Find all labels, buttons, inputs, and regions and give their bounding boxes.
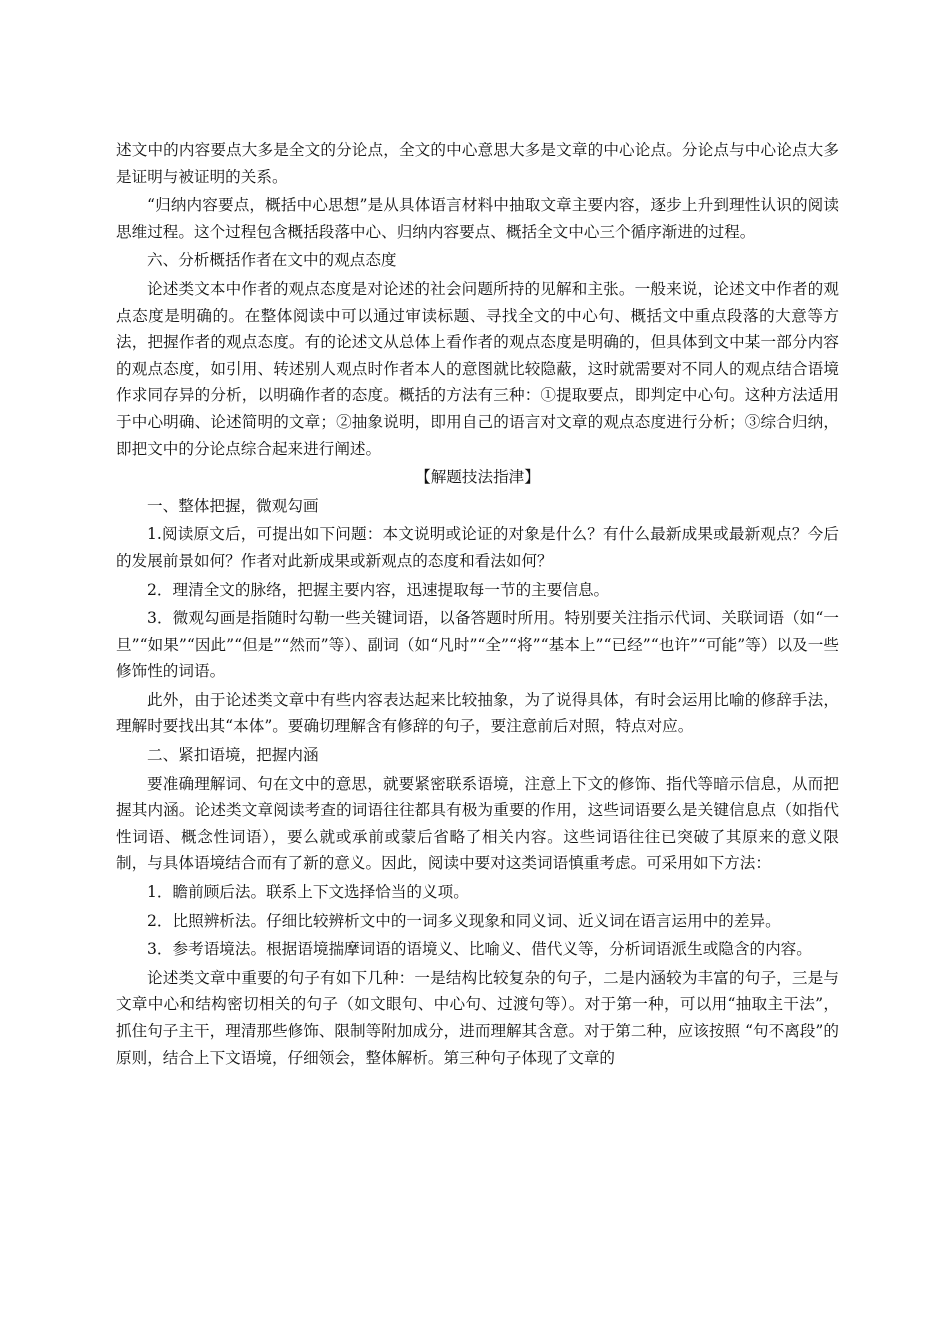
document-body	[116, 137, 839, 1073]
paragraph-author-stance: 论述类文本中作者的观点态度是对论述的社会问题所持的见解和主张。一般来说，论述文中作者的观点态度是明确的。在整体阅读中可以通过审读标题、寻找全文的中心句、概括文中重点段落的大意等方法，把握作者的观点态度。有的论述文从总体上看作者的观点态度是明确的，但具体到文中某一部分内容的观点态度，如引用、转述别人观点时作者本人的意图就比较隐蔽，这时就需要对不同人的观点结合语境作求同存异的分析，以明确作者的态度。概括的方法有三种：①提取要点，即判定中心句。这种方法适用于中心明确、论述简明的文章；②抽象说明，即用自己的语言对文章的观点态度进行分析；③综合归纳，即把文中的分论点综合起来进行阐述。	[116, 279, 839, 458]
list-item-2-3: 3．参考语境法。根据语境揣摩词语的语境义、比喻义、借代义等，分析词语派生或隐含的内容。	[147, 940, 812, 959]
list-item-1-1: 1.阅读原文后，可提出如下问题：本文说明或论证的对象是什么？有什么最新成果或最新观点？今后的发展前景如何？作者对此新成果或新观点的态度和看法如何？	[116, 525, 839, 570]
subheading-2: 二、紧扣语境，把握内涵	[147, 746, 319, 765]
paragraph-metaphor: 此外，由于论述类文章中有些内容表达起来比较抽象，为了说得具体，有时会运用比喻的修辞手法，理解时要找出其“本体”。要确切理解含有修辞的句子，要注意前后对照，特点对应。	[116, 690, 839, 736]
paragraph-key-sentences: 论述类文章中重要的句子有如下几种：一是结构比较复杂的句子，二是内涵较为丰富的句子，三是与文章中心和结构密切相关的句子（如文眼句、中心句、过渡句等）。对于第一种，可以用“抽取主干法”，抓住句子主干，理清那些修饰、限制等附加成分，进而理解其含意。对于第二种，应该按照 “句不离段”的原则，结合上下文语境，仔细领会，整体解析。第三种句子体现了文章的	[116, 968, 839, 1067]
list-item-2-2: 2．比照辨析法。仔细比较辨析文中的一词多义现象和同义词、近义词在语言运用中的差异。	[147, 911, 781, 930]
list-item-2-1: 1．瞻前顾后法。联系上下文选择恰当的义项。	[147, 883, 469, 902]
subheading-1: 一、整体把握，微观勾画	[147, 496, 319, 515]
section-heading-6: 六、分析概括作者在文中的观点态度	[147, 251, 397, 270]
list-item-1-3: 3．微观勾画是指随时勾勒一些关键词语，以备答题时所用。特别要关注指示代词、关联词语（如“一旦”“如果”“因此”“但是”“然而”等）、副词（如“凡时”“全”“将”“基本上”“已经”“也许”“可能”等）以及一些修饰性的词语。	[116, 609, 839, 681]
paragraph-context: 要准确理解词、句在文中的意思，就要紧密联系语境，注意上下文的修饰、指代等暗示信息，从而把握其内涵。论述类文章阅读考查的词语往往都具有极为重要的作用，这些词语要么是关键信息点（如指代性词语、概念性词语），要么就或承前或蒙后省略了相关内容。这些词语往往已突破了其原来的意义限制，与具体语境结合而有了新的意义。因此，阅读中要对这类词语慎重考虑。可采用如下方法：	[116, 774, 839, 873]
list-item-1-2: 2．理清全文的脉络，把握主要内容，迅速提取每一节的主要信息。	[147, 580, 610, 599]
section-title-techniques: 【解题技法指津】	[415, 468, 540, 487]
paragraph-summary-method: “归纳内容要点，概括中心思想”是从具体语言材料中抽取文章主要内容，逐步上升到理性认识的阅读思维过程。这个过程包含概括段落中心、归纳内容要点、概括全文中心三个循序渐进的过程。	[116, 196, 839, 241]
paragraph-continuation: 述文中的内容要点大多是全文的分论点，全文的中心意思大多是文章的中心论点。分论点与中心论点大多是证明与被证明的关系。	[116, 141, 839, 186]
